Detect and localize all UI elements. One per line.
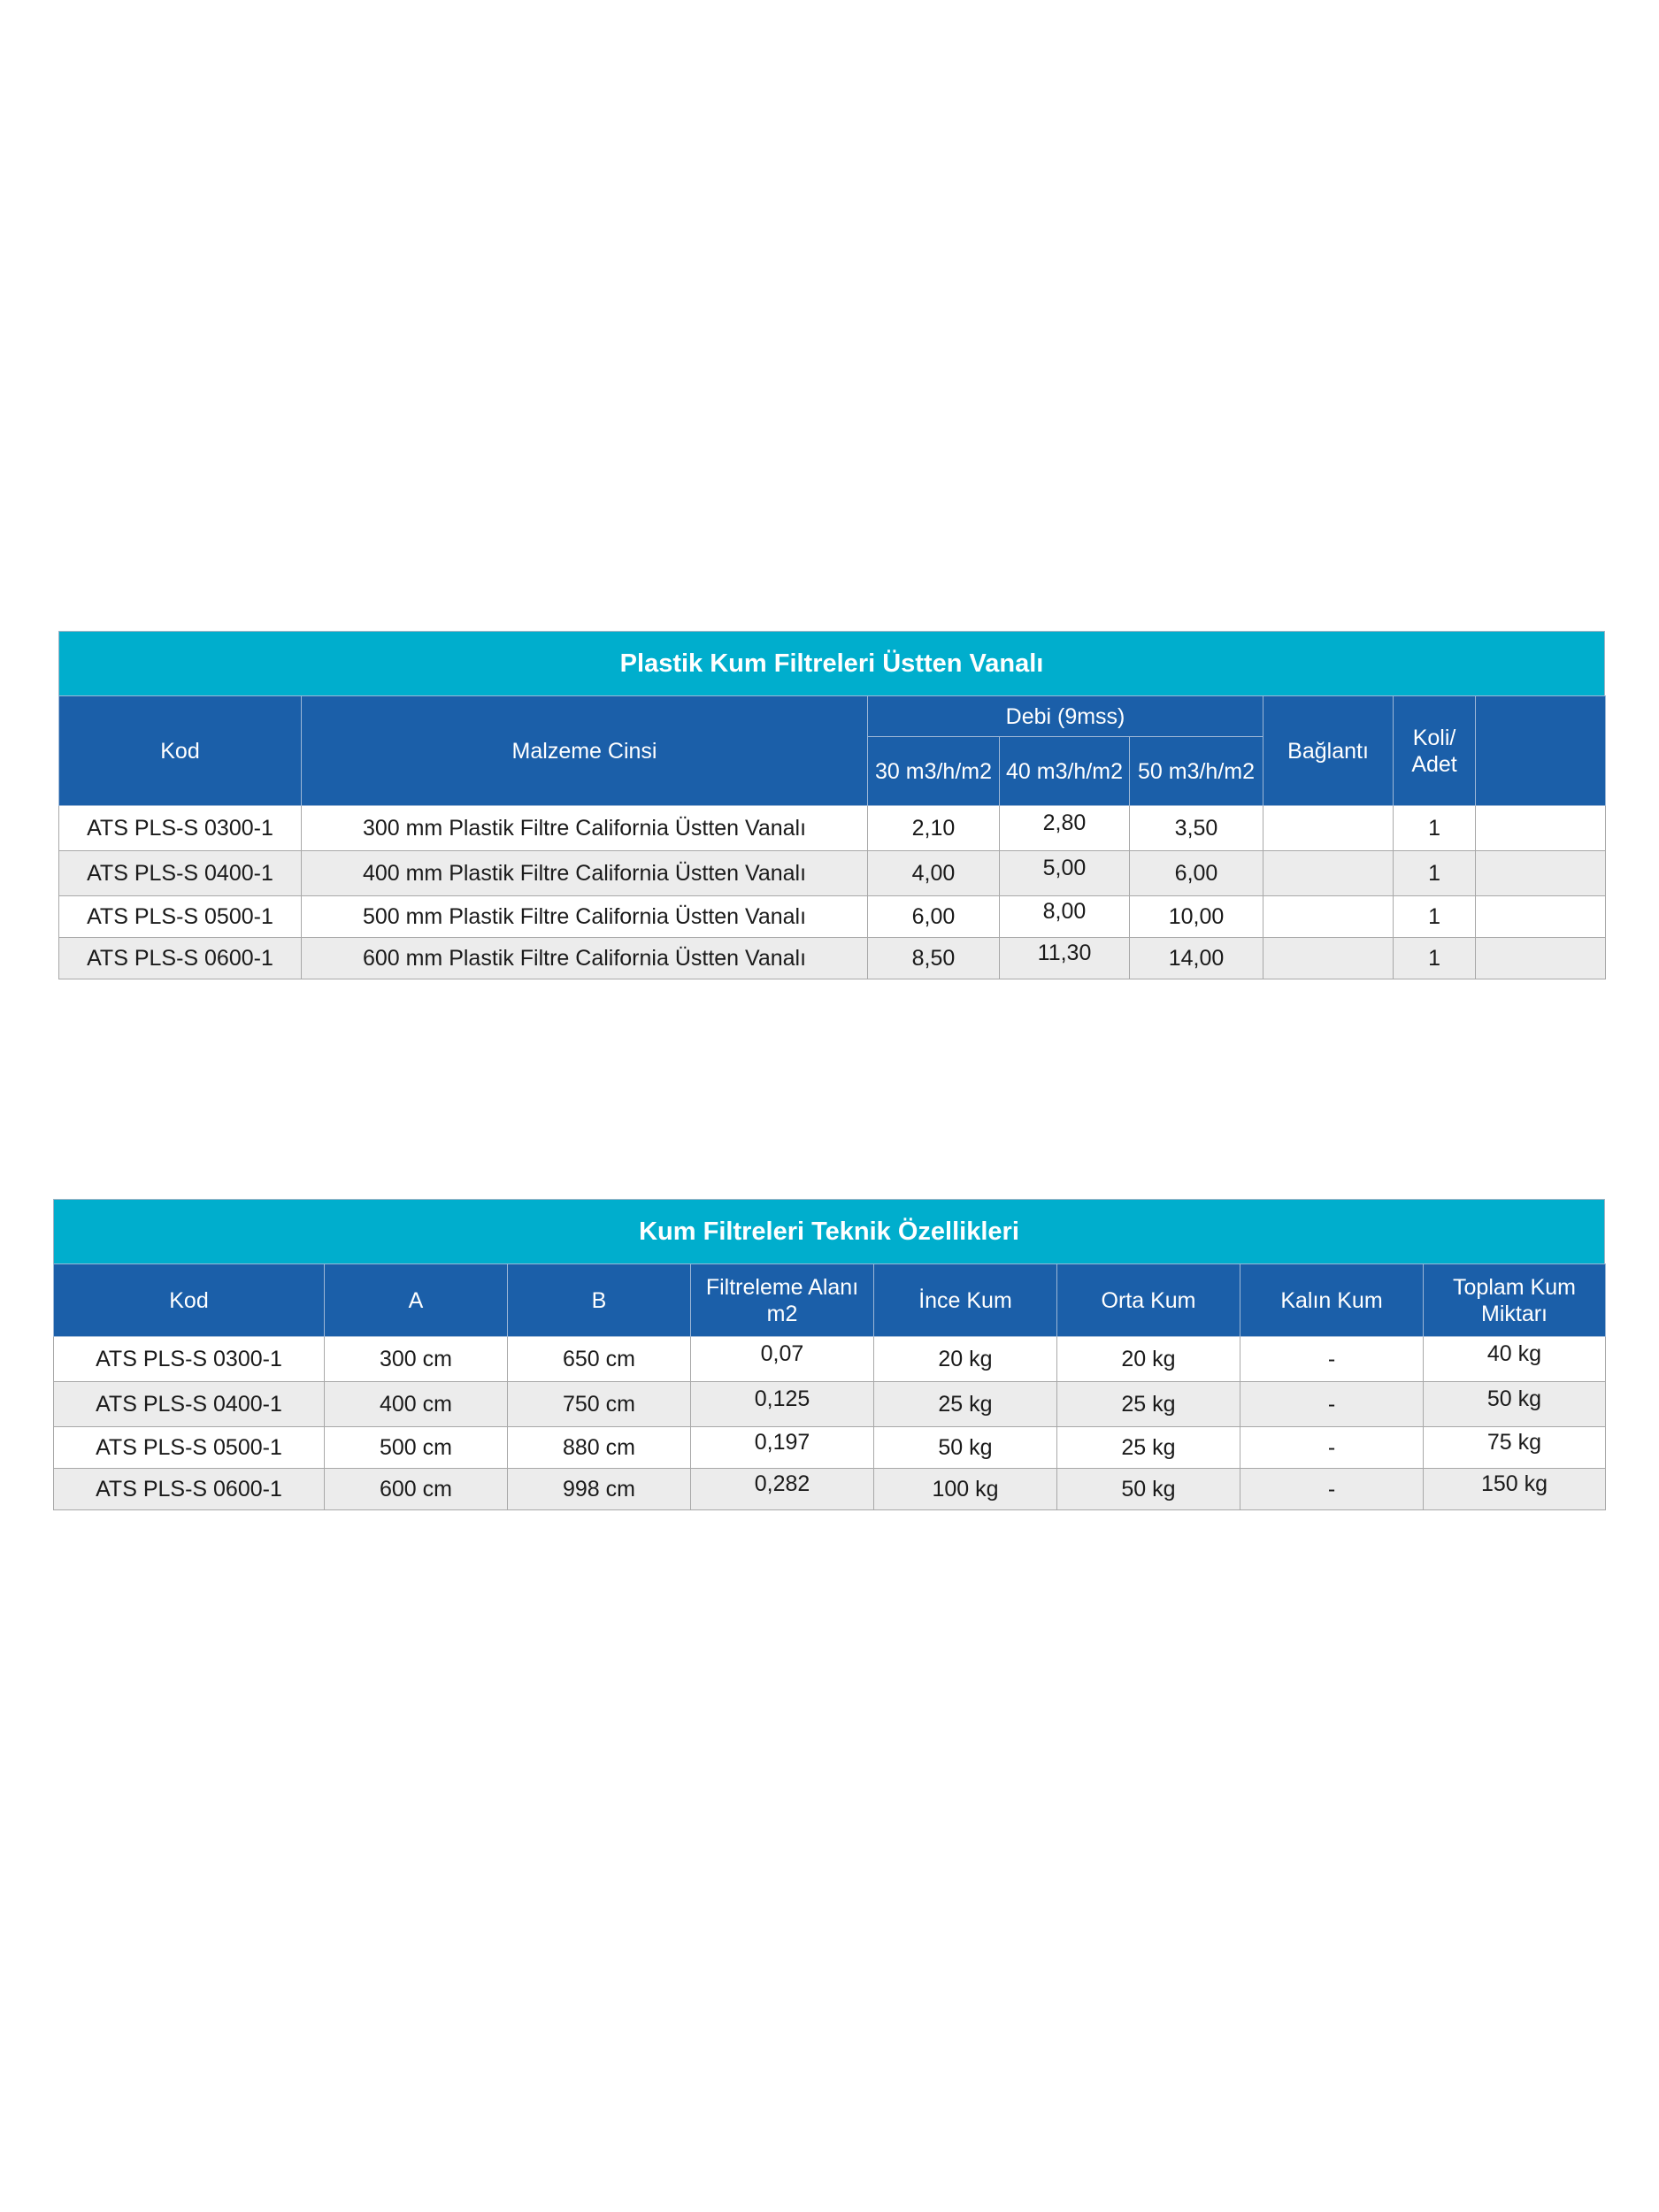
cell-kod: ATS PLS-S 0300-1 xyxy=(59,806,302,851)
cell-ince: 100 kg xyxy=(874,1469,1057,1510)
cell-orta: 20 kg xyxy=(1057,1337,1240,1382)
cell-a: 500 cm xyxy=(325,1427,508,1469)
cell-b: 998 cm xyxy=(508,1469,691,1510)
cell-b: 750 cm xyxy=(508,1382,691,1427)
cell-kod: ATS PLS-S 0600-1 xyxy=(54,1469,325,1510)
cell-debi-50: 14,00 xyxy=(1130,938,1263,979)
cell-toplam: 40 kg xyxy=(1424,1337,1606,1382)
header-malzeme: Malzeme Cinsi xyxy=(302,696,868,806)
cell-debi-50: 10,00 xyxy=(1130,896,1263,938)
header-filtreleme-alani: Filtreleme Alanı m2 xyxy=(691,1264,874,1337)
header-b: B xyxy=(508,1264,691,1337)
cell-debi-30: 4,00 xyxy=(868,851,1000,896)
cell-b: 880 cm xyxy=(508,1427,691,1469)
header-kod: Kod xyxy=(59,696,302,806)
cell-alan: 0,125 xyxy=(691,1382,874,1427)
header-debi-50: 50 m3/h/m2 xyxy=(1130,737,1263,806)
cell-koli: 1 xyxy=(1394,851,1476,896)
header-a: A xyxy=(325,1264,508,1337)
cell-ince: 50 kg xyxy=(874,1427,1057,1469)
cell-alan: 0,282 xyxy=(691,1469,874,1510)
product-table-grid xyxy=(58,695,1606,979)
cell-koli: 1 xyxy=(1394,938,1476,979)
header-empty xyxy=(1476,696,1606,806)
cell-a: 400 cm xyxy=(325,1382,508,1427)
cell-alan: 0,197 xyxy=(691,1427,874,1469)
cell-empty xyxy=(1476,938,1606,979)
table-row xyxy=(54,1337,1606,1382)
cell-orta: 50 kg xyxy=(1057,1469,1240,1510)
table-row xyxy=(59,896,1606,938)
cell-debi-40: 2,80 xyxy=(1000,806,1130,851)
cell-alan: 0,07 xyxy=(691,1337,874,1382)
cell-ince: 20 kg xyxy=(874,1337,1057,1382)
cell-kod: ATS PLS-S 0500-1 xyxy=(59,896,302,938)
cell-empty xyxy=(1476,851,1606,896)
header-baglanti: Bağlantı xyxy=(1263,696,1394,806)
cell-malzeme: 500 mm Plastik Filtre California Üstten Vanalı xyxy=(302,896,868,938)
cell-koli: 1 xyxy=(1394,896,1476,938)
cell-debi-30: 8,50 xyxy=(868,938,1000,979)
cell-debi-30: 6,00 xyxy=(868,896,1000,938)
header-toplam-kum: Toplam Kum Miktarı xyxy=(1424,1264,1606,1337)
cell-debi-50: 6,00 xyxy=(1130,851,1263,896)
specs-table xyxy=(53,1199,1605,1510)
cell-debi-50: 3,50 xyxy=(1130,806,1263,851)
cell-kod: ATS PLS-S 0300-1 xyxy=(54,1337,325,1382)
cell-debi-30: 2,10 xyxy=(868,806,1000,851)
cell-debi-40: 11,30 xyxy=(1000,938,1130,979)
cell-kalin: - xyxy=(1240,1382,1424,1427)
cell-baglanti xyxy=(1263,896,1394,938)
header-kalin-kum: Kalın Kum xyxy=(1240,1264,1424,1337)
cell-kod: ATS PLS-S 0400-1 xyxy=(59,851,302,896)
cell-a: 300 cm xyxy=(325,1337,508,1382)
table-row xyxy=(59,938,1606,979)
header-debi-40: 40 m3/h/m2 xyxy=(1000,737,1130,806)
header-debi-30: 30 m3/h/m2 xyxy=(868,737,1000,806)
table-row xyxy=(59,806,1606,851)
cell-baglanti xyxy=(1263,938,1394,979)
product-table-title: Plastik Kum Filtreleri Üstten Vanalı xyxy=(58,631,1605,695)
header-orta-kum: Orta Kum xyxy=(1057,1264,1240,1337)
cell-empty xyxy=(1476,806,1606,851)
cell-malzeme: 400 mm Plastik Filtre California Üstten Vanalı xyxy=(302,851,868,896)
cell-kalin: - xyxy=(1240,1427,1424,1469)
cell-b: 650 cm xyxy=(508,1337,691,1382)
cell-toplam: 50 kg xyxy=(1424,1382,1606,1427)
table-row xyxy=(54,1427,1606,1469)
cell-koli: 1 xyxy=(1394,806,1476,851)
product-table xyxy=(58,631,1605,979)
cell-empty xyxy=(1476,896,1606,938)
cell-debi-40: 8,00 xyxy=(1000,896,1130,938)
cell-toplam: 75 kg xyxy=(1424,1427,1606,1469)
cell-kalin: - xyxy=(1240,1469,1424,1510)
cell-kod: ATS PLS-S 0600-1 xyxy=(59,938,302,979)
header-ince-kum: İnce Kum xyxy=(874,1264,1057,1337)
cell-malzeme: 300 mm Plastik Filtre California Üstten Vanalı xyxy=(302,806,868,851)
specs-table-title: Kum Filtreleri Teknik Özellikleri xyxy=(53,1199,1605,1263)
header-debi: Debi (9mss) xyxy=(868,696,1263,737)
table-row xyxy=(54,1469,1606,1510)
cell-kod: ATS PLS-S 0500-1 xyxy=(54,1427,325,1469)
cell-debi-40: 5,00 xyxy=(1000,851,1130,896)
cell-baglanti xyxy=(1263,806,1394,851)
header-kod: Kod xyxy=(54,1264,325,1337)
cell-malzeme: 600 mm Plastik Filtre California Üstten Vanalı xyxy=(302,938,868,979)
cell-baglanti xyxy=(1263,851,1394,896)
header-koli: Koli/ Adet xyxy=(1394,696,1476,806)
cell-kalin: - xyxy=(1240,1337,1424,1382)
cell-kod: ATS PLS-S 0400-1 xyxy=(54,1382,325,1427)
cell-toplam: 150 kg xyxy=(1424,1469,1606,1510)
cell-orta: 25 kg xyxy=(1057,1382,1240,1427)
cell-ince: 25 kg xyxy=(874,1382,1057,1427)
table-row xyxy=(54,1382,1606,1427)
table-row xyxy=(59,851,1606,896)
cell-orta: 25 kg xyxy=(1057,1427,1240,1469)
specs-table-grid xyxy=(53,1263,1606,1510)
cell-a: 600 cm xyxy=(325,1469,508,1510)
